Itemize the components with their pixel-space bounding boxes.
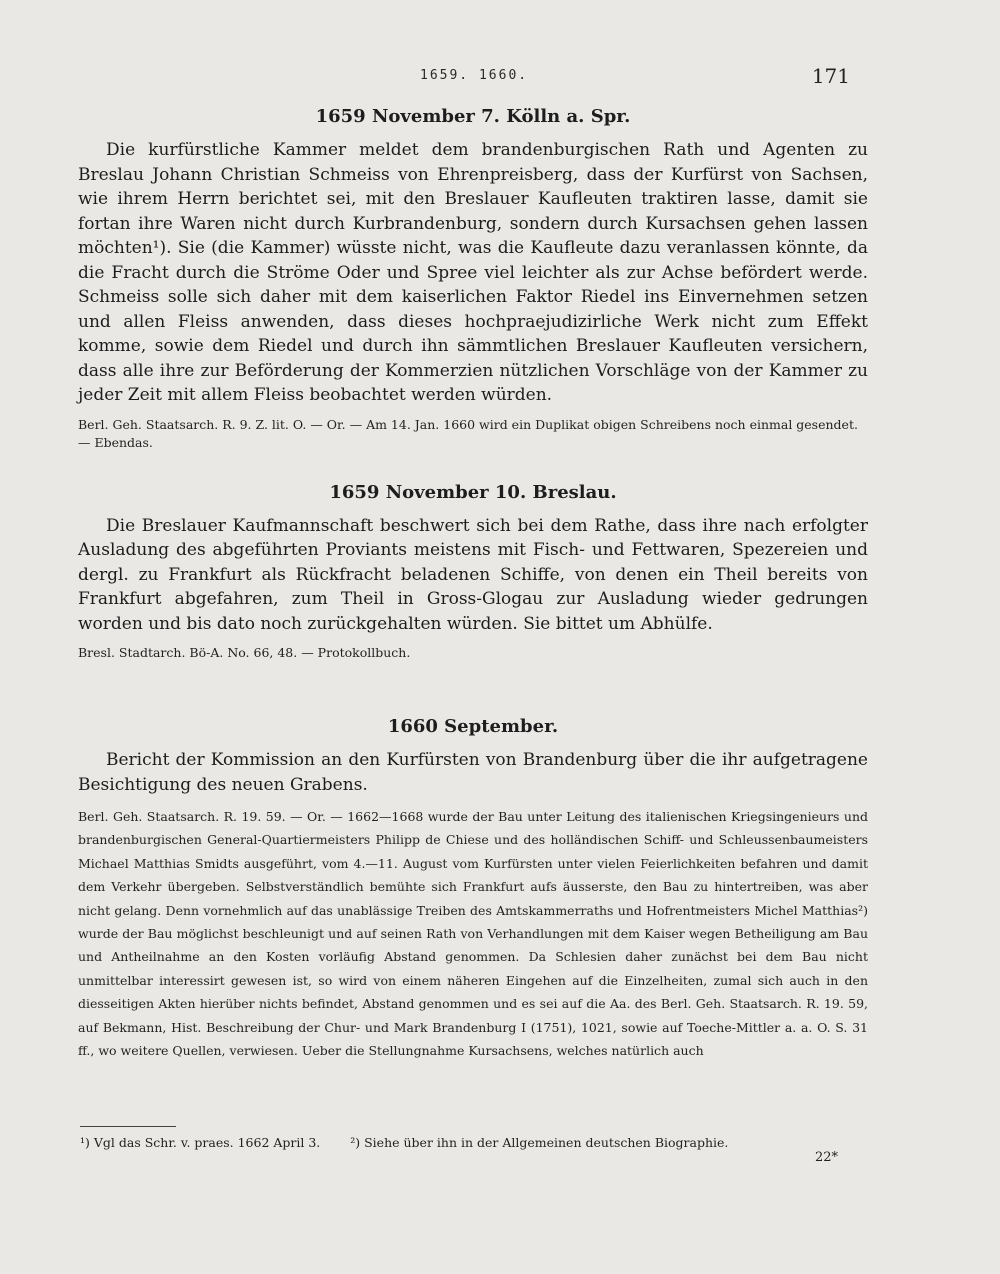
signature-mark: 22*: [814, 1150, 838, 1165]
entry-paragraph: Die kurfürstliche Kammer meldet dem brandenburgischen Rath und Agenten zu Breslau Johann Christian Schmeiss von Ehrenpreisberg, dass der Kurfürst von Sachsen, wie ihrem Herrn berichtet sei, mit den Breslauer Kaufleuten traktiren lasse, damit sie fortan ihre Waren nicht durch Kurbrandenburg, sondern durch Kursachsen gehen lassen möchten¹). Sie (die Kammer) wüsste nicht, was die Kaufleute dazu veranlassen könnte, da die Fracht durch die Ströme Oder und Spree viel leichter als zur Achse befördert werde. Schmeiss solle sich daher mit dem kaiserlichen Faktor Riedel ins Einvernehmen setzen und allen Fleiss anwenden, dass dieses hochpraejudizirliche Werk nicht zum Effekt komme, sowie dem Riedel und durch ihn sämmtlichen Breslauer Kaufleuten versichern, dass alle ihre zur Beförderung der Kommerzien nützlichen Vorschläge von der Kammer zu jeder Zeit mit allem Fleiss beobachtet werden würden.: [78, 140, 868, 405]
entry-heading: 1659 November 7. Kölln a. Spr.: [315, 106, 631, 127]
footnotes: [80, 1134, 860, 1152]
footnote-2: ²) Siehe über ihn in der Allgemeinen deutschen Biographie.: [350, 1135, 729, 1150]
entry-1660-september: [78, 714, 868, 1062]
page-body: [78, 104, 868, 1062]
section-spacer: [78, 452, 868, 480]
running-head: 1659. 1660.: [420, 68, 529, 83]
entry-heading: 1659 November 10. Breslau.: [329, 481, 617, 503]
section-spacer: [78, 662, 868, 714]
entry-source-note: Bresl. Stadtarch. Bö-A. No. 66, 48. — Protokollbuch.: [78, 645, 411, 660]
entry-source-note: Berl. Geh. Staatsarch. R. 19. 59. — Or. — 1662—1668 wurde der Bau unter Leitung des italienischen Kriegsingenieurs und brandenburgischen General-Quartiermeisters Philipp de Chiese und des holländischen Schiff- und Schleussenbaumeisters Michael Matthias Smidts ausgeführt, vom 4.—11. August vom Kurfürsten unter vielen Feierlichkeiten befahren und damit dem Verkehr übergeben. Selbstverständlich bemühte sich Frankfurt aufs äusserste, den Bau zu hintertreiben, was aber nicht gelang. Denn vornehmlich auf das unablässige Treiben des Amtskammerraths und Hofrentmeisters Michel Matthias²) wurde der Bau möglichst beschleunigt und auf seinen Rath von Verhandlungen mit dem Kaiser wegen Betheiligung am Bau und Antheilnahme an den Kosten vorläufig Abstand genommen. Da Schlesien daher zunächst bei dem Bau nicht unmittelbar interessirt gewesen ist, so wird von einem näheren Eingehen auf die Einzelheiten, zumal sich auch in den diesseitigen Akten hierüber nichts befindet, Abstand genommen und es sei auf die Aa. des Berl. Geh. Staatsarch. R. 19. 59, auf Bekmann, Hist. Beschreibung der Chur- und Mark Brandenburg I (1751), 1021, sowie auf Toeche-Mittler a. a. O. S. 31 ff., wo weitere Quellen, verwiesen. Ueber die Stellungnahme Kursachsens, welches natürlich auch: [78, 809, 868, 1059]
page-header: [0, 66, 1000, 94]
entry-heading: 1660 September.: [387, 716, 559, 737]
entry-paragraph: Bericht der Kommission an den Kurfürsten von Brandenburg über die ihr aufgetragene Besichtigung des neuen Grabens.: [78, 750, 868, 795]
page-number: 171: [811, 64, 850, 88]
entry-source-note: Berl. Geh. Staatsarch. R. 9. Z. lit. O. — Or. — Am 14. Jan. 1660 wird ein Duplikat obigen Schreibens noch einmal gesendet. — Ebendas.: [78, 416, 858, 450]
footnote-divider: [80, 1126, 176, 1127]
footnote-1: ¹) Vgl das Schr. v. praes. 1662 April 3.: [80, 1135, 321, 1150]
entry-1659-november-10: [78, 480, 868, 663]
entry-1659-november-7: [78, 104, 868, 452]
entry-paragraph: Die Breslauer Kaufmannschaft beschwert sich bei dem Rathe, dass ihre nach erfolgter Ausladung des abgeführten Proviants meistens mit Fisch- und Fettwaren, Spezereien und dergl. zu Frankfurt als Rückfracht beladenen Schiffe, von denen ein Theil bereits von Frankfurt abgefahren, zum Theil in Gross-Glogau zur Ausladung wieder gedrungen worden und bis dato noch zurückgehalten würden. Sie bittet um Abhülfe.: [78, 515, 868, 634]
